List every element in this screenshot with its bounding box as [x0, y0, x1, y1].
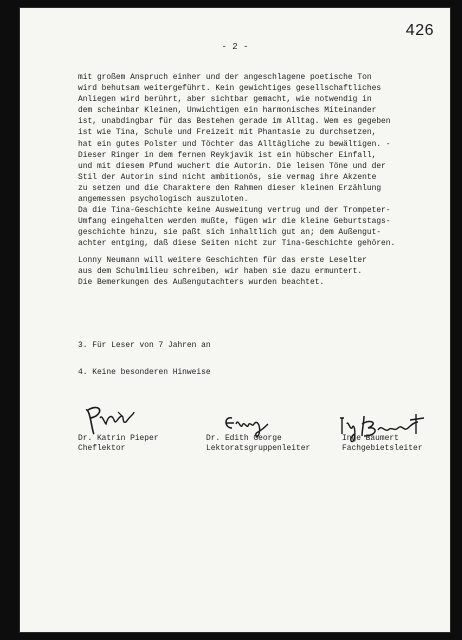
- text-line: ist wie Tina, Schule und Freizeit mit Phantasie zu durchsetzen,: [78, 128, 377, 138]
- text-line: Umfang eingehalten werden mußte, fügen wir die kleine Geburtstags-: [78, 217, 391, 227]
- signature-pieper: [82, 402, 146, 438]
- text-line: geschichte hinzu, sie paßt sich inhaltlich gut an; dem Außengut-: [78, 228, 382, 238]
- document-page: [20, 8, 450, 632]
- text-line: aus dem Schulmilieu schreiben, wir haben sie dazu ermuntert.: [78, 266, 363, 276]
- page-number: - 2 -: [221, 42, 249, 52]
- signatory-block: [78, 434, 159, 454]
- text-line: ist, unabdingbar für das Bestehen gerade im Alltag. Wem es gegeben: [78, 117, 391, 127]
- text-line: und mit diesem Pfund wuchert die Autorin. Die leisen Töne und der: [78, 161, 386, 171]
- list-item-notes: 4. Keine besonderen Hinweise: [78, 368, 211, 377]
- text-line: hat ein gutes Polster und Töchter das Alltägliche zu bewältigen. -: [78, 139, 391, 149]
- signatory-role: Fachgebietsleiter: [342, 444, 423, 453]
- body-text: [78, 72, 450, 288]
- signatory-name: Inge Baumert: [342, 434, 399, 443]
- text-line: dem scheinbar Kleinen, Unwichtigen ein harmonisches Miteinander: [78, 106, 377, 116]
- signatory-block: [342, 434, 423, 454]
- signatory-role: Cheflektor: [78, 444, 126, 453]
- text-line: wird behutsam weitergeführt. Kein gewichtiges gesellschaftliches: [78, 84, 382, 94]
- signatory-role: Lektoratsgruppenleiter: [206, 444, 311, 453]
- text-line: Da die Tina-Geschichte keine Ausweitung vertrug und der Trompeter-: [78, 206, 391, 216]
- text-line: Stil der Autorin sind nicht ambitionös, sie vermag ihre Akzente: [78, 172, 377, 182]
- text-line: zu setzen und die Charaktere den Rahmen dieser kleinen Erzählung: [78, 183, 382, 193]
- signatory-block: [206, 434, 310, 454]
- folio-number: 426: [405, 22, 434, 39]
- signatory-name: Dr. Edith George: [206, 434, 282, 443]
- text-line: Dieser Ringer in dem fernen Reykjavik ist ein hübscher Einfall,: [78, 150, 377, 160]
- text-line: mit großem Anspruch einher und der angeschlagene poetische Ton: [78, 73, 372, 82]
- list-item-age: 3. Für Leser von 7 Jahren an: [78, 341, 211, 350]
- text-line: Lonny Neumann will weitere Geschichten für das erste Leselter: [78, 255, 367, 265]
- text-line: Anliegen wird berührt, aber sichtbar gemacht, wie notwendig in: [78, 95, 372, 105]
- text-line: angemessen psychologisch auszuloten.: [78, 195, 249, 205]
- paragraph: [78, 72, 450, 250]
- paragraph: [78, 255, 450, 288]
- text-line: achter entging, daß diese Seiten nicht zur Tina-Geschichte gehören.: [78, 239, 396, 249]
- signatory-name: Dr. Katrin Pieper: [78, 434, 159, 443]
- text-line: Die Bemerkungen des Außengutachters wurden beachtet.: [78, 277, 325, 287]
